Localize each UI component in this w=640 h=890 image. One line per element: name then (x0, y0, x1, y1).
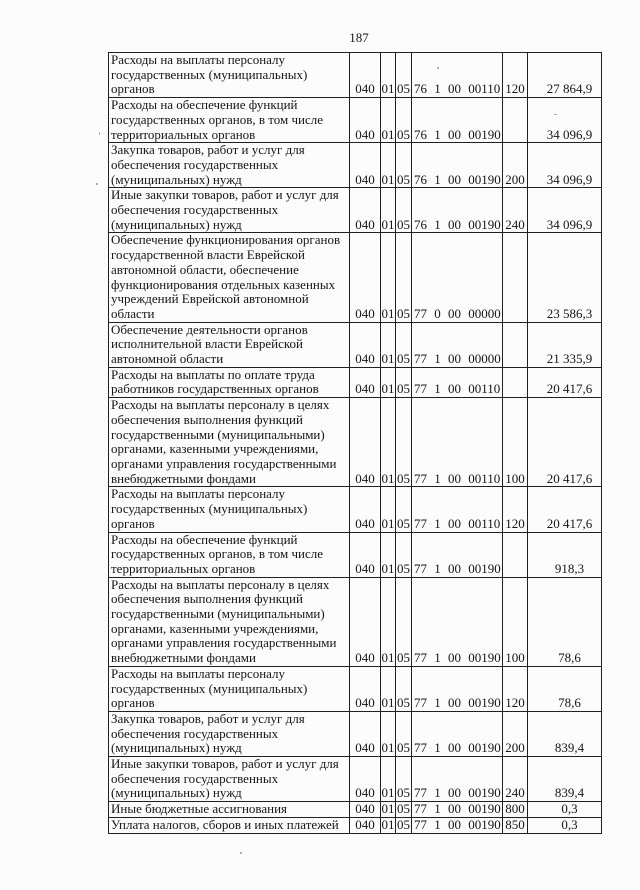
ministry-code: 040 (350, 143, 381, 188)
table-row (109, 188, 602, 233)
amount-value: 918,3 (528, 532, 602, 577)
target-article-code: 76 1 00 00190 (412, 188, 503, 233)
ministry-code: 040 (350, 532, 381, 577)
subsection-code: 05 (396, 188, 412, 233)
ministry-code: 040 (350, 53, 381, 98)
table-row (109, 802, 602, 818)
subsection-code: 05 (397, 801, 410, 817)
row-description: Расходы на выплаты персоналу в целях обеспечения выполнения функций государственными (муниципальными) органами, казенными учреждениями, органами управления государственными внебюджетными фондами (109, 577, 350, 666)
table-row (109, 322, 602, 367)
expense-type-code: 100 (503, 398, 528, 487)
amount-value: 20 417,6 (528, 487, 602, 532)
section-code: 01 (381, 98, 396, 143)
row-description: Расходы на выплаты персоналу государственных (муниципальных) органов (109, 487, 350, 532)
table-row (109, 143, 602, 188)
row-description: Расходы на выплаты по оплате труда работников государственных органов (109, 367, 350, 397)
table-row (109, 577, 602, 666)
amount-value: 34 096,9 (528, 188, 602, 233)
amount-value: 20 417,6 (528, 398, 602, 487)
target-article-code: 76 1 00 00190 (412, 143, 503, 188)
scan-speck (554, 114, 557, 115)
scan-speck (99, 132, 100, 135)
section-code: 01 (381, 666, 396, 711)
expense-type-code: 100 (503, 577, 528, 666)
ministry-code: 040 (350, 398, 381, 487)
ministry-code: 040 (350, 487, 381, 532)
ministry-code: 040 (350, 322, 381, 367)
row-description: Расходы на выплаты персоналу государственных (муниципальных) органов (109, 53, 350, 98)
amount-value: 839,4 (528, 757, 602, 802)
section-code: 01 (381, 53, 396, 98)
subsection-code: 05 (396, 143, 412, 188)
ministry-code: 040 (350, 666, 381, 711)
section-code: 01 (381, 487, 396, 532)
expense-type-code: 200 (503, 711, 528, 756)
row-description: Расходы на выплаты персоналу государственных (муниципальных) органов (109, 666, 350, 711)
subsection-code: 05 (396, 98, 412, 143)
expense-type-code: 850 (503, 817, 528, 833)
ministry-code: 040 (350, 757, 381, 802)
target-article-code: 77 1 00 00190 (412, 817, 503, 833)
target-article-code: 77 1 00 00110 (412, 487, 503, 532)
table-row (109, 817, 602, 833)
table-row (109, 233, 602, 322)
row-description: Закупка товаров, работ и услуг для обеспечения государственных (муниципальных) нужд (109, 143, 350, 188)
section-code: 01 (381, 577, 396, 666)
scan-speck (240, 852, 242, 854)
table-row (109, 532, 602, 577)
amount-value: 78,6 (528, 666, 602, 711)
section-code: 01 (381, 532, 396, 577)
target-article-code: 77 1 00 00190 (412, 711, 503, 756)
table-row (109, 98, 602, 143)
section-code: 01 (381, 367, 396, 397)
subsection-code: 05 (396, 53, 412, 98)
expense-type-code: 240 (503, 188, 528, 233)
amount-value: 34 096,9 (528, 98, 602, 143)
row-description: Расходы на обеспечение функций государственных органов, в том числе территориальных органов (109, 98, 350, 143)
amount-value: 0,3 (528, 817, 602, 833)
subsection-code: 05 (397, 817, 410, 832)
row-description: Закупка товаров, работ и услуг для обеспечения государственных (муниципальных) нужд (109, 711, 350, 756)
row-description: Обеспечение деятельности органов исполнительной власти Еврейской автономной области (109, 322, 350, 367)
subsection-code: 05 (396, 487, 412, 532)
ministry-code: 040 (350, 233, 381, 322)
row-description: Обеспечение функционирования органов государственной власти Еврейской автономной области, обеспечение функционирования отдельных казенных учреждений Еврейской автономной области (109, 233, 350, 322)
subsection-code: 05 (396, 711, 412, 756)
section-code: 01 (381, 322, 396, 367)
expense-type-code: 240 (503, 757, 528, 802)
row-description: Иные закупки товаров, работ и услуг для обеспечения государственных (муниципальных) нужд (109, 757, 350, 802)
expense-type-code (503, 233, 528, 322)
target-article-code: 77 1 00 00110 (412, 367, 503, 397)
subsection-code: 05 (396, 322, 412, 367)
section-code: 01 (381, 143, 396, 188)
target-article-code: 77 1 00 00190 (412, 577, 503, 666)
page-number: 187 (349, 30, 369, 45)
section-code: 01 (381, 711, 396, 756)
table-row (109, 398, 602, 487)
target-article-code: 77 1 00 00190 (412, 757, 503, 802)
ministry-code: 040 (350, 577, 381, 666)
expense-type-code (503, 532, 528, 577)
ministry-code: 040 (350, 817, 381, 833)
ministry-code: 040 (350, 188, 381, 233)
row-description: Иные закупки товаров, работ и услуг для обеспечения государственных (муниципальных) нужд (109, 188, 350, 233)
expense-type-code: 800 (503, 802, 528, 818)
subsection-code: 05 (396, 233, 412, 322)
amount-value: 27 864,9 (528, 53, 602, 98)
subsection-code: 05 (396, 666, 412, 711)
table-row (109, 711, 602, 756)
expense-type-code (503, 367, 528, 397)
section-code: 01 (381, 188, 396, 233)
table-row (109, 757, 602, 802)
amount-value: 78,6 (528, 577, 602, 666)
row-description: Расходы на обеспечение функций государственных органов, в том числе территориальных органов (109, 532, 350, 577)
target-article-code: 77 1 00 00190 (412, 802, 503, 818)
expense-type-code: 120 (503, 487, 528, 532)
subsection-code: 05 (396, 532, 412, 577)
amount-value: 23 586,3 (528, 233, 602, 322)
section-code: 01 (381, 233, 396, 322)
table-row (109, 53, 602, 98)
expense-type-code (503, 98, 528, 143)
ministry-code: 040 (350, 802, 381, 818)
budget-table (108, 52, 602, 834)
amount-value: 34 096,9 (528, 143, 602, 188)
target-article-code: 77 1 00 00000 (412, 322, 503, 367)
table-row (109, 367, 602, 397)
amount-value: 20 417,6 (528, 367, 602, 397)
target-article-code: 77 1 00 00110 (412, 398, 503, 487)
subsection-code: 05 (396, 398, 412, 487)
section-code: 01 (381, 801, 395, 817)
expense-type-code (503, 322, 528, 367)
amount-value: 21 335,9 (528, 322, 602, 367)
section-code: 01 (381, 398, 396, 487)
table-row (109, 666, 602, 711)
section-code: 01 (381, 817, 395, 832)
section-code: 01 (381, 757, 396, 802)
scan-speck (437, 67, 439, 69)
subsection-code: 05 (396, 757, 412, 802)
ministry-code: 040 (350, 367, 381, 397)
row-description: Иные бюджетные ассигнования (109, 802, 350, 818)
target-article-code: 77 1 00 00190 (412, 666, 503, 711)
target-article-code: 77 1 00 00190 (412, 532, 503, 577)
row-description: Расходы на выплаты персоналу в целях обеспечения выполнения функций государственными (муниципальными) органами, казенными учреждениями, органами управления государственными внебюджетными фондами (109, 398, 350, 487)
budget-table-body (109, 53, 602, 834)
expense-type-code: 120 (503, 666, 528, 711)
table-row (109, 487, 602, 532)
expense-type-code: 200 (503, 143, 528, 188)
target-article-code: 76 1 00 00190 (412, 98, 503, 143)
target-article-code: 76 1 00 00110 (412, 53, 503, 98)
ministry-code: 040 (350, 711, 381, 756)
ministry-code: 040 (350, 98, 381, 143)
amount-value: 839,4 (528, 711, 602, 756)
amount-value: 0,3 (528, 802, 602, 818)
scan-speck (96, 183, 98, 185)
expense-type-code: 120 (503, 53, 528, 98)
subsection-code: 05 (396, 367, 412, 397)
row-description: Уплата налогов, сборов и иных платежей (109, 817, 350, 833)
subsection-code: 05 (396, 577, 412, 666)
target-article-code: 77 0 00 00000 (412, 233, 503, 322)
